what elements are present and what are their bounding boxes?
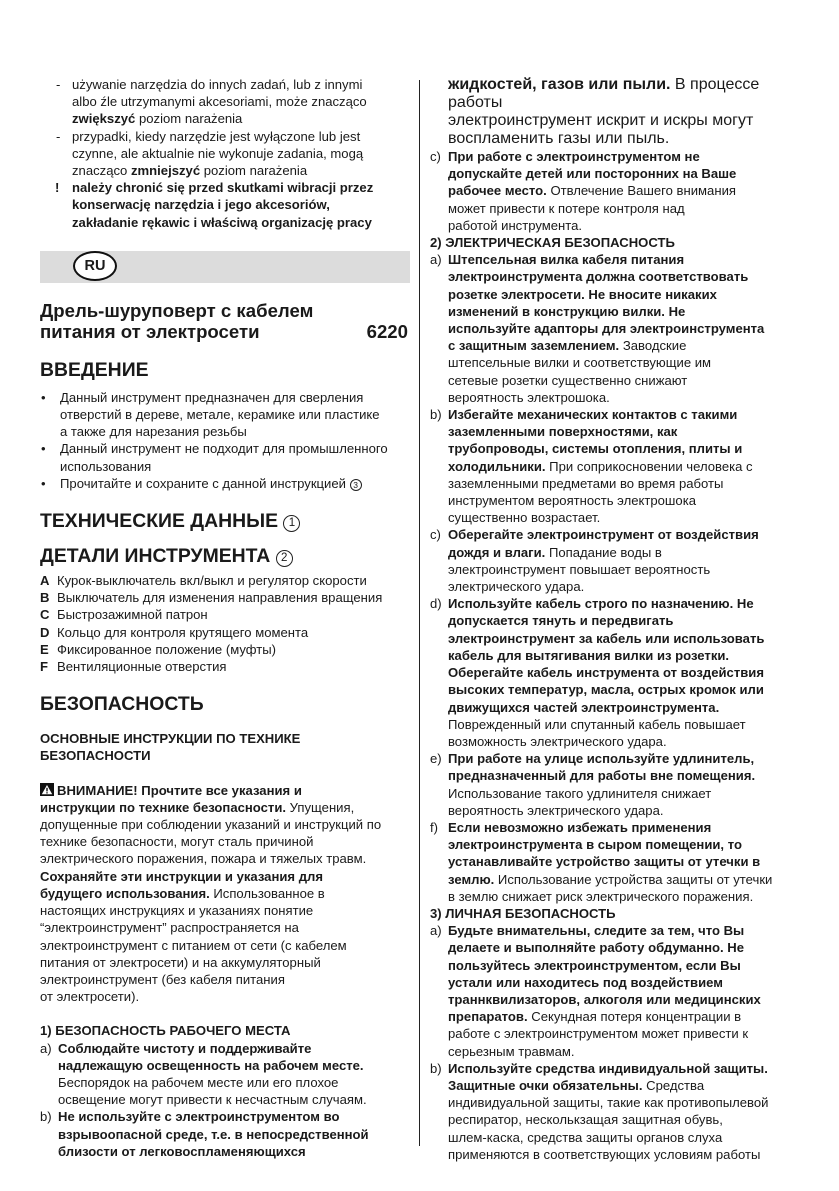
part-label: Курок-выключатель вкл/выкл и регулятор скорости <box>57 573 367 589</box>
text-run: работой инструмента. <box>448 217 583 233</box>
text-run: устанавливайте устройство защиты от утечки в <box>448 854 761 870</box>
text-run: землю. <box>448 871 495 887</box>
polish-warning-note <box>40 179 410 231</box>
text-line <box>448 871 802 888</box>
text-run: инструментом вероятность электрошока <box>448 493 697 509</box>
part-label: Вентиляционные отверстия <box>57 659 227 675</box>
text-line <box>40 850 410 867</box>
personal-item <box>430 1060 802 1163</box>
warning-paragraph <box>40 782 410 1006</box>
text-line <box>448 647 802 664</box>
part-label: Быстрозажимной патрон <box>57 607 208 623</box>
part-item <box>40 589 410 606</box>
text-line <box>58 1040 410 1057</box>
text-line <box>448 423 802 440</box>
text-run: Секундная потеря концентрации в <box>527 1009 742 1025</box>
text-run: электрического поражения, пожара и тяжелых травм. <box>40 851 367 867</box>
product-number: 6220 <box>366 321 408 343</box>
text-run: Если невозможно избежать применения <box>448 819 712 835</box>
left-column <box>40 76 410 1160</box>
text-line <box>40 868 410 885</box>
text-run: Используйте средства индивидуальной защиты. <box>448 1060 768 1076</box>
text-run: взрывоопасной среде, т.е. в непосредственной <box>58 1126 369 1142</box>
text-line <box>448 165 802 182</box>
text-run: холодильники. <box>448 458 546 474</box>
text-line <box>448 836 802 853</box>
personal-list <box>430 922 802 1163</box>
text-line <box>448 544 802 561</box>
text-run: Оберегайте кабель инструмента от воздействия <box>448 665 764 681</box>
item-marker: a) <box>430 252 442 268</box>
item-marker: f) <box>430 819 438 835</box>
personal-item <box>430 922 802 1060</box>
text-line <box>448 337 802 354</box>
text-run: допущенные при соблюдении указаний и инструкций по <box>40 817 382 833</box>
text-line: отверстий в дереве, метале, керамике или пластике <box>60 407 380 423</box>
text-run: возможность электрического удара. <box>448 733 667 749</box>
text-run: Сохраняйте эти инструкции и указания для <box>40 868 323 884</box>
text-line <box>448 1111 802 1128</box>
text-run: настоящих инструкциях и указаниях понятие <box>40 903 314 919</box>
text-run: Беспорядок на рабочем месте или его плохое <box>58 1074 339 1090</box>
exclamation-mark: ! <box>55 180 60 196</box>
text-run: допускайте детей или посторонних на Ваше <box>448 166 737 182</box>
text-run: Защитные очки обязательны. <box>448 1077 643 1093</box>
text-line <box>448 406 802 423</box>
text-line <box>448 939 802 956</box>
text-line <box>448 217 802 234</box>
part-letter: F <box>40 659 48 675</box>
language-badge: RU <box>73 251 117 281</box>
text-run: Заводские <box>619 338 687 354</box>
text-line <box>58 1143 410 1160</box>
language-bar <box>40 251 410 283</box>
text-line <box>448 76 802 112</box>
text-run: заземленными предметами во время работы <box>448 475 724 491</box>
item-marker: e) <box>430 751 442 767</box>
item-marker: b) <box>430 1060 442 1076</box>
text-line <box>448 440 802 457</box>
part-item <box>40 606 410 623</box>
text-run: Поврежденный или спутанный кабель повышает <box>448 716 746 732</box>
text-line <box>448 681 802 698</box>
text-line: używanie narzędzia do innych zadań, lub z innymi <box>72 77 363 92</box>
text-run: zwiększyć <box>72 111 136 127</box>
text-line <box>448 957 802 974</box>
text-run: poziom narażenia <box>135 111 243 127</box>
text-line <box>448 991 802 1008</box>
dash-item <box>40 128 410 180</box>
text-run: дождя и влаги. <box>448 544 546 560</box>
text-run: существенно возрастает. <box>448 510 601 526</box>
electrical-list <box>430 251 802 905</box>
electrical-item <box>430 595 802 750</box>
text-line <box>448 578 802 595</box>
text-run: рабочее место. <box>448 183 547 199</box>
text-run: poziom narażenia <box>200 163 308 179</box>
text-run: zmniejszyć <box>130 163 201 179</box>
text-run: траннквилизаторов, алкоголя или медицинских <box>448 991 761 1007</box>
text-line <box>448 458 802 475</box>
text-run: предназначенный для работы вне помещения. <box>448 768 756 784</box>
text-run: Соблюдайте чистоту и поддерживайте <box>58 1040 312 1056</box>
text-line <box>448 630 802 647</box>
text-run: При работе с электроинструментом не <box>448 149 700 164</box>
text-run: Средства <box>642 1077 705 1093</box>
personal-heading: 3) ЛИЧНАЯ БЕЗОПАСНОСТЬ <box>430 905 616 921</box>
item-marker: a) <box>430 923 442 939</box>
text-run: вероятность электрического удара. <box>448 802 664 818</box>
text-run: изменений в конструкцию вилки. Не <box>448 303 686 319</box>
figure-ref-3: 3 <box>350 479 362 491</box>
text-line: Данный инструмент не подходит для промышленного <box>60 441 388 457</box>
safety-heading: БЕЗОПАСНОСТЬ <box>40 693 204 716</box>
text-run: При соприкосновении человека с <box>545 458 753 474</box>
text-line <box>448 475 802 492</box>
text-line <box>448 699 802 716</box>
text-line: zakładanie rękawic i właściwą organizację pracy <box>72 214 372 230</box>
text-line: а также для нарезания резьбы <box>60 424 247 440</box>
text-line <box>40 902 410 919</box>
text-run: розетке электросети. Не вносите никаких <box>448 286 717 302</box>
product-title-line: Дрель-шуруповерт с кабелем <box>40 299 314 321</box>
part-label: Кольцо для контроля крутящего момента <box>57 624 309 640</box>
text-line <box>448 853 802 870</box>
text-line <box>40 799 410 816</box>
text-line: Данный инструмент предназначен для сверления <box>60 389 364 405</box>
text-line <box>448 1094 802 1111</box>
text-line <box>448 1129 802 1146</box>
text-run: с защитным заземлением. <box>448 338 620 354</box>
part-item <box>40 658 410 675</box>
text-run: питания от электросети) и на аккумуляторный <box>40 954 321 970</box>
text-run: электрического удара. <box>448 579 585 595</box>
part-letter: B <box>40 590 50 606</box>
parts-heading-text: ДЕТАЛИ ИНСТРУМЕНТА <box>40 545 271 568</box>
text-run: Будьте внимательны, следите за тем, что Вы <box>448 923 745 939</box>
text-run: шлем-каска, средства защиты органов слуха <box>448 1129 723 1145</box>
text-run: используйте адапторы для электроинструмента <box>448 321 765 337</box>
text-line <box>448 1025 802 1042</box>
text-run: Использование такого удлинителя снижает <box>448 785 712 801</box>
part-label: Выключатель для изменения направления вращения <box>57 590 383 606</box>
text-run: Используйте кабель строго по назначению. Не <box>448 596 754 612</box>
tech-data-heading <box>40 510 410 532</box>
text-line <box>40 885 410 902</box>
text-line <box>448 1043 802 1060</box>
text-line <box>448 802 802 819</box>
text-line <box>40 954 410 971</box>
text-run: Отвлечение Вашего внимания <box>546 183 736 199</box>
text-line <box>448 785 802 802</box>
text-line <box>448 733 802 750</box>
text-run: заземленными поверхностями, как <box>448 424 678 440</box>
text-run: Избегайте механических контактов с такими <box>448 407 738 423</box>
text-line <box>448 1008 802 1025</box>
electrical-item <box>430 526 802 595</box>
workplace-item <box>430 148 802 234</box>
text-run: применяются в соответствующих условиям работы <box>448 1146 761 1162</box>
text-line <box>40 782 410 799</box>
workplace-item-c <box>430 148 802 234</box>
text-run: технике безопасности, могут сталь причиной <box>40 834 314 850</box>
text-line: albo źle utrzymanymi akcesoriami, może znacząco <box>72 94 367 110</box>
text-line: БЕЗОПАСНОСТИ <box>40 748 151 764</box>
text-line <box>58 1091 410 1108</box>
part-letter: A <box>40 573 50 589</box>
text-line <box>448 320 802 337</box>
text-run: близости от легковоспламеняющихся <box>58 1143 306 1159</box>
text-run: может привести к потере контроля над <box>448 200 685 216</box>
intro-list <box>40 389 410 492</box>
text-run: электроинструмент (без кабеля питания <box>40 971 285 987</box>
text-line <box>72 110 410 127</box>
text-line <box>448 389 802 406</box>
text-run: Оберегайте электроинструмент от воздействия <box>448 527 759 543</box>
text-run: движущихся частей электроинструмента. <box>448 699 720 715</box>
text-run: znacząco <box>72 163 131 179</box>
text-line <box>448 888 802 905</box>
text-run: в землю снижает риск электрического поражения. <box>448 888 754 904</box>
figure-ref-1: 1 <box>283 515 300 532</box>
text-run: электроинструмента должна соответствовать <box>448 269 749 285</box>
electrical-item <box>430 251 802 406</box>
part-item <box>40 572 410 589</box>
text-run: высоких температур, масла, острых кромок или <box>448 682 764 698</box>
text-line <box>40 919 410 936</box>
workplace-heading: 1) БЕЗОПАСНОСТЬ РАБОЧЕГО МЕСТА <box>40 1023 291 1039</box>
tech-data-heading-text: ТЕХНИЧЕСКИЕ ДАННЫЕ <box>40 510 279 533</box>
text-line <box>448 509 802 526</box>
parts-list <box>40 572 410 675</box>
warning-triangle-icon <box>40 783 54 796</box>
text-run: серьезным травмам. <box>448 1043 575 1059</box>
right-column <box>430 76 802 1163</box>
text-run: устали или находитесь под воздействием <box>448 974 723 990</box>
text-run: “электроинструмент” распространяется на <box>40 920 299 936</box>
text-run: Не используйте с электроинструментом во <box>58 1109 340 1125</box>
text-line <box>448 974 802 991</box>
text-line <box>40 937 410 954</box>
bullet-marker: • <box>41 441 46 457</box>
dash-marker: - <box>56 128 61 144</box>
polish-exposure-list <box>40 76 410 179</box>
dash-marker: - <box>56 77 61 92</box>
text-run: электроинструмент с питанием от сети (с кабелем <box>40 937 347 953</box>
text-line: przypadki, kiedy narzędzie jest wyłączone lub jest <box>72 128 361 144</box>
text-run: будущего использования. <box>40 885 210 901</box>
text-run: освещение могут привести к несчастным случаям. <box>58 1092 367 1108</box>
item-marker: d) <box>430 596 442 612</box>
product-title <box>40 300 410 343</box>
product-title-line: питания от электросети <box>40 321 260 343</box>
part-label: Фиксированное положение (муфты) <box>57 641 277 657</box>
text-run: воспламенить газы или пыль. <box>448 130 670 147</box>
text-line <box>58 1126 410 1143</box>
text-line <box>448 612 802 629</box>
intro-bullet <box>40 475 410 492</box>
text-line <box>448 561 802 578</box>
text-line <box>40 988 410 1005</box>
text-run: инструкции по технике безопасности. <box>40 799 287 815</box>
text-run: жидкостей, газов или пыли. <box>448 76 671 93</box>
text-line <box>40 833 410 850</box>
text-line <box>448 595 802 612</box>
text-run: Штепсельная вилка кабеля питания <box>448 252 685 268</box>
text-line <box>58 1108 410 1125</box>
text-line: należy chronić się przed skutkami wibracji przez <box>72 180 374 196</box>
intro-bullet <box>40 389 410 441</box>
text-line <box>448 286 802 303</box>
text-run: респиратор, несколькзащая защитная обувь, <box>448 1112 723 1128</box>
text-run: допускается тянуть и передвигать <box>448 613 674 629</box>
dash-item <box>40 76 410 128</box>
text-run: делаете и выполняйте работу обдуманно. Не <box>448 940 745 956</box>
text-line <box>448 492 802 509</box>
text-run: электроинструмент за кабель или использовать <box>448 630 765 646</box>
text-run: Упущения, <box>286 799 355 815</box>
electrical-heading: 2) ЭЛЕКТРИЧЕСКАЯ БЕЗОПАСНОСТЬ <box>430 235 675 251</box>
workplace-list <box>40 1040 410 1160</box>
part-letter: D <box>40 624 50 640</box>
text-run: вероятность электрошока. <box>448 389 610 405</box>
text-line: ОСНОВНЫЕ ИНСТРУКЦИИ ПО ТЕХНИКЕ <box>40 731 301 747</box>
text-line <box>448 767 802 784</box>
text-run: Использование устройства защиты от утечки <box>494 871 773 887</box>
intro-heading: ВВЕДЕНИЕ <box>40 358 149 381</box>
part-letter: E <box>40 641 49 657</box>
text-line <box>448 922 802 939</box>
text-run: При работе на улице используйте удлинитель, <box>448 751 755 767</box>
text-line <box>448 268 802 285</box>
column-divider <box>419 80 420 1146</box>
text-run: электроинструмента в сыром помещении, то <box>448 837 742 853</box>
text-line: konserwację narzędzia i jego akcesoriów, <box>72 197 330 213</box>
bullet-marker: • <box>41 475 46 491</box>
text-line <box>448 182 802 199</box>
text-line <box>448 354 802 371</box>
part-letter: C <box>40 607 50 623</box>
text-run: электроинструмент искрит и искры могут <box>448 112 754 129</box>
text-line <box>448 112 802 130</box>
text-line <box>40 816 410 833</box>
text-run: штепсельные вилки и соответствующие им <box>448 355 712 371</box>
text-line <box>58 1057 410 1074</box>
text-run: препаратов. <box>448 1009 528 1025</box>
text-run: пользуйтесь электроинструментом, если Вы <box>448 957 741 973</box>
item-marker: c) <box>430 149 441 164</box>
part-item <box>40 624 410 641</box>
text-run: сетевые розетки существенно снижают <box>448 372 688 388</box>
item-marker: b) <box>40 1109 52 1125</box>
workplace-item <box>40 1040 410 1109</box>
text-run: индивидуальной защиты, такие как противопылевой <box>448 1095 769 1111</box>
text-line <box>448 1060 802 1077</box>
parts-heading <box>40 545 410 567</box>
text-line: czynne, ale aktualnie nie wykonuje zadania, mogą <box>72 145 364 161</box>
text-line <box>58 1074 410 1091</box>
text-run: Попадание воды в <box>545 544 662 560</box>
item-marker: a) <box>40 1040 52 1056</box>
text-line <box>72 162 410 179</box>
text-line <box>448 750 802 767</box>
text-run: от электросети). <box>40 989 140 1005</box>
text-line <box>448 372 802 389</box>
text-run: трубопроводы, системы отопления, плиты и <box>448 441 743 457</box>
electrical-item <box>430 406 802 526</box>
text-run: В процессе работы <box>448 76 760 111</box>
text-line <box>448 148 802 165</box>
text-line <box>448 1077 802 1094</box>
text-run: кабель для вытягивания вилки из розетки. <box>448 647 730 663</box>
figure-ref-2: 2 <box>276 550 293 567</box>
text-line <box>448 130 802 148</box>
electrical-item <box>430 819 802 905</box>
text-line <box>448 819 802 836</box>
text-run: работе с электроинструментом может привести к <box>448 1026 749 1042</box>
safety-subheading <box>40 730 410 764</box>
text-run: надлежащую освещенность на рабочем месте. <box>58 1057 364 1073</box>
text-run: ВНИМАНИЕ! Прочтите все указания и <box>57 782 302 798</box>
intro-bullet <box>40 440 410 474</box>
item-marker: b) <box>430 407 442 423</box>
electrical-item <box>430 750 802 819</box>
text-line: использования <box>60 458 152 474</box>
text-line <box>448 1146 802 1163</box>
continued-paragraph <box>430 76 802 148</box>
workplace-item <box>40 1108 410 1160</box>
text-line <box>448 664 802 681</box>
text-line <box>448 303 802 320</box>
text-line <box>448 526 802 543</box>
text-line <box>448 251 802 268</box>
text-line: Прочитайте и сохраните с данной инструкцией 3 <box>60 475 410 492</box>
item-marker: c) <box>430 527 441 543</box>
bullet-marker: • <box>41 389 46 405</box>
text-run: Использованное в <box>209 885 325 901</box>
part-item <box>40 641 410 658</box>
text-line <box>40 971 410 988</box>
text-run: электроинструмент повышает вероятность <box>448 561 711 577</box>
text-line <box>448 200 802 217</box>
text-line <box>448 716 802 733</box>
